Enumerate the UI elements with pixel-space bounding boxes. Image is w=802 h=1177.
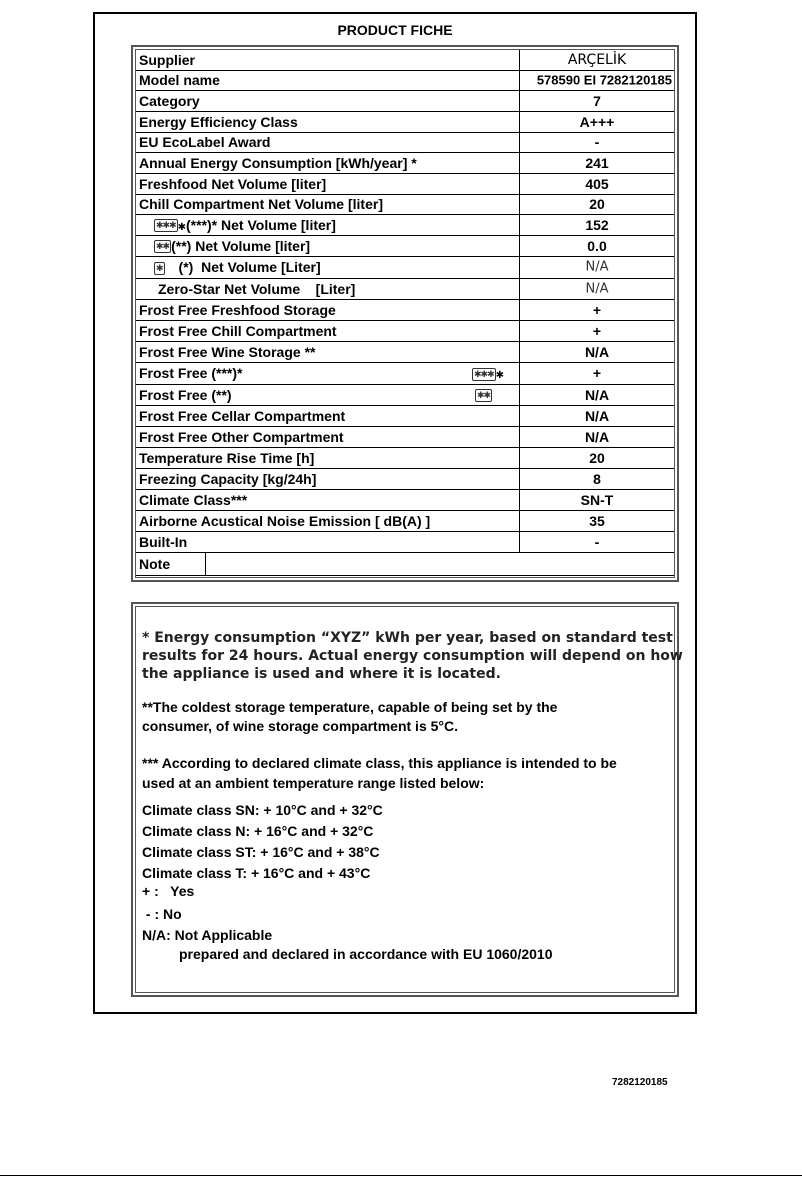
table-row (136, 70, 674, 91)
row-value: 7 (593, 92, 601, 109)
freezer-star-icon (472, 365, 504, 381)
table-row (136, 90, 674, 112)
row-label-text: Freshfood Net Volume [liter] (139, 175, 327, 192)
row-value: 578590 EI 7282120185 (536, 72, 672, 88)
note-wine-line-2: consumer, of wine storage compartment is 5°C. (142, 718, 459, 734)
table-row (136, 468, 674, 490)
row-label (139, 450, 314, 466)
row-label-text: Frost Free Chill Compartment (139, 322, 337, 339)
row-label (139, 429, 344, 445)
spec-table (131, 45, 679, 582)
row-label-text: Frost Free Freshfood Storage (139, 301, 336, 318)
row-label (139, 302, 336, 318)
row-label-text: (***)* Net Volume [liter] (186, 216, 336, 233)
star-extra-icon: ✱ (177, 221, 187, 233)
freezer-star-icon: ✱✱✱ (156, 220, 176, 231)
row-label (139, 492, 247, 508)
row-value: SN-T (580, 491, 614, 508)
table-row (136, 384, 674, 406)
freezer-star-icon: ✱✱ (156, 241, 170, 252)
table-row (136, 531, 674, 553)
notes-box (131, 602, 683, 997)
table-row (136, 132, 674, 153)
table-row (136, 552, 674, 576)
legend-yes: + : Yes (142, 883, 195, 899)
row-value: + (592, 301, 602, 318)
row-label (139, 556, 170, 572)
table-row (136, 214, 674, 236)
legend-na: N/A: Not Applicable (142, 927, 273, 943)
row-label (158, 281, 355, 297)
row-value: 20 (589, 449, 605, 466)
table-row (136, 405, 674, 427)
row-value: - (594, 533, 600, 550)
row-label-text: (*) Net Volume [Liter] (178, 259, 321, 275)
row-label-text: Chill Compartment Net Volume [liter] (139, 196, 383, 212)
table-row (136, 111, 674, 133)
row-label-text: Note (139, 555, 171, 572)
row-value: - (594, 134, 600, 150)
row-label (154, 217, 336, 233)
product-fiche-frame (93, 12, 697, 1014)
row-label (154, 238, 310, 254)
row-label-text: Model name (139, 72, 220, 88)
row-label (139, 134, 270, 150)
table-row (136, 489, 674, 511)
table-row (136, 341, 674, 363)
row-label-text: Annual Energy Consumption [kWh/year] * (139, 154, 417, 171)
table-row (136, 447, 674, 469)
table-column-divider (519, 50, 520, 552)
row-label-text: (**) Net Volume [liter] (171, 237, 311, 254)
row-value: N/A (584, 428, 610, 445)
row-value: N/A (584, 407, 610, 424)
row-value: + (592, 322, 602, 339)
climate-class-st: Climate class ST: + 16°C and + 38°C (142, 844, 380, 860)
row-label (154, 259, 321, 275)
row-label (139, 365, 242, 381)
row-label (139, 72, 220, 88)
declaration: prepared and declared in accordance with EU 1060/2010 (179, 946, 553, 962)
table-row (136, 152, 674, 174)
row-value: 8 (593, 470, 601, 487)
climate-class-sn: Climate class SN: + 10°C and + 32°C (142, 802, 383, 818)
row-label (139, 52, 195, 68)
table-row (136, 235, 674, 257)
star-box-icon: ✱✱✱ (474, 368, 494, 379)
table-row (136, 50, 674, 71)
row-value: + (592, 365, 602, 381)
row-label-text: Supplier (139, 52, 196, 68)
row-label (139, 387, 232, 403)
row-label-text: Freezing Capacity [kg/24h] (139, 470, 317, 487)
page-title: PRODUCT FICHE (337, 22, 453, 38)
row-value: N/A (585, 281, 609, 296)
star-extra-icon: ✱ (495, 370, 505, 381)
row-label-text: Energy Efficiency Class (139, 113, 298, 130)
row-label (139, 408, 345, 424)
note-energy-line-3: the appliance is used and where it is located. (142, 666, 501, 682)
table-row (136, 510, 674, 532)
note-wine-line-1: **The coldest storage temperature, capable of being set by the (142, 699, 558, 715)
table-row (136, 299, 674, 321)
note-climate-line-2: used at an ambient temperature range listed below: (142, 775, 485, 791)
row-value: 0.0 (587, 237, 607, 254)
note-divider (205, 552, 206, 575)
table-row (136, 278, 674, 300)
climate-class-t: Climate class T: + 16°C and + 43°C (142, 865, 371, 881)
row-value: ARÇELİK (567, 52, 627, 68)
notes-inner (135, 606, 683, 993)
row-label (139, 513, 430, 529)
legend-no: - : No (142, 906, 182, 922)
row-label-text: Climate Class*** (139, 491, 248, 508)
table-row (136, 256, 674, 279)
table-row (136, 426, 674, 448)
table-row (136, 320, 674, 342)
climate-class-n: Climate class N: + 16°C and + 32°C (142, 823, 374, 839)
row-label (139, 344, 315, 360)
row-label (139, 196, 383, 212)
document-code: 7282120185 (612, 1077, 668, 1088)
star-box-icon: ✱✱ (477, 390, 491, 401)
row-value: A+++ (579, 113, 615, 130)
row-label-text: Frost Free Other Compartment (139, 428, 344, 445)
row-label (139, 155, 417, 171)
row-value: 241 (585, 154, 609, 171)
note-climate-line-1: *** According to declared climate class, this appliance is intended to be (142, 755, 617, 771)
row-value: N/A (584, 343, 610, 360)
row-value: 405 (585, 175, 609, 192)
table-row (136, 194, 674, 215)
row-label-text: EU EcoLabel Award (139, 134, 271, 150)
row-label-text: Frost Free (**) (139, 386, 232, 403)
table-row (136, 362, 674, 385)
row-label (139, 471, 316, 487)
row-label-text: Frost Free Cellar Compartment (139, 407, 346, 424)
row-label (139, 534, 187, 550)
row-value: N/A (584, 386, 610, 403)
row-value: 20 (589, 196, 605, 212)
row-label-text: Built-In (139, 533, 188, 550)
row-value: 152 (585, 216, 609, 233)
row-label-text: Category (139, 92, 200, 109)
row-label (139, 93, 200, 109)
row-value: 35 (589, 512, 605, 529)
row-label-text: Frost Free Wine Storage ** (139, 343, 316, 360)
row-label-text: Airborne Acustical Noise Emission [ dB(A) ] (139, 512, 431, 529)
note-energy-line-1: * Energy consumption “XYZ” kWh per year, based on standard test (142, 630, 673, 646)
row-value: N/A (585, 259, 609, 275)
row-label (139, 114, 298, 130)
row-label-text: Frost Free (***)* (139, 365, 243, 381)
row-label (139, 323, 337, 339)
table-row (136, 173, 674, 195)
row-label (139, 176, 326, 192)
spec-table-inner (135, 49, 675, 578)
freezer-star-icon: ✱ (156, 262, 163, 273)
row-label-text: Temperature Rise Time [h] (139, 449, 315, 466)
freezer-star-icon (475, 387, 492, 403)
note-energy-line-2: results for 24 hours. Actual energy consumption will depend on how (142, 648, 683, 664)
row-label-text: Zero-Star Net Volume [Liter] (158, 280, 356, 297)
bottom-rule (0, 1175, 802, 1176)
